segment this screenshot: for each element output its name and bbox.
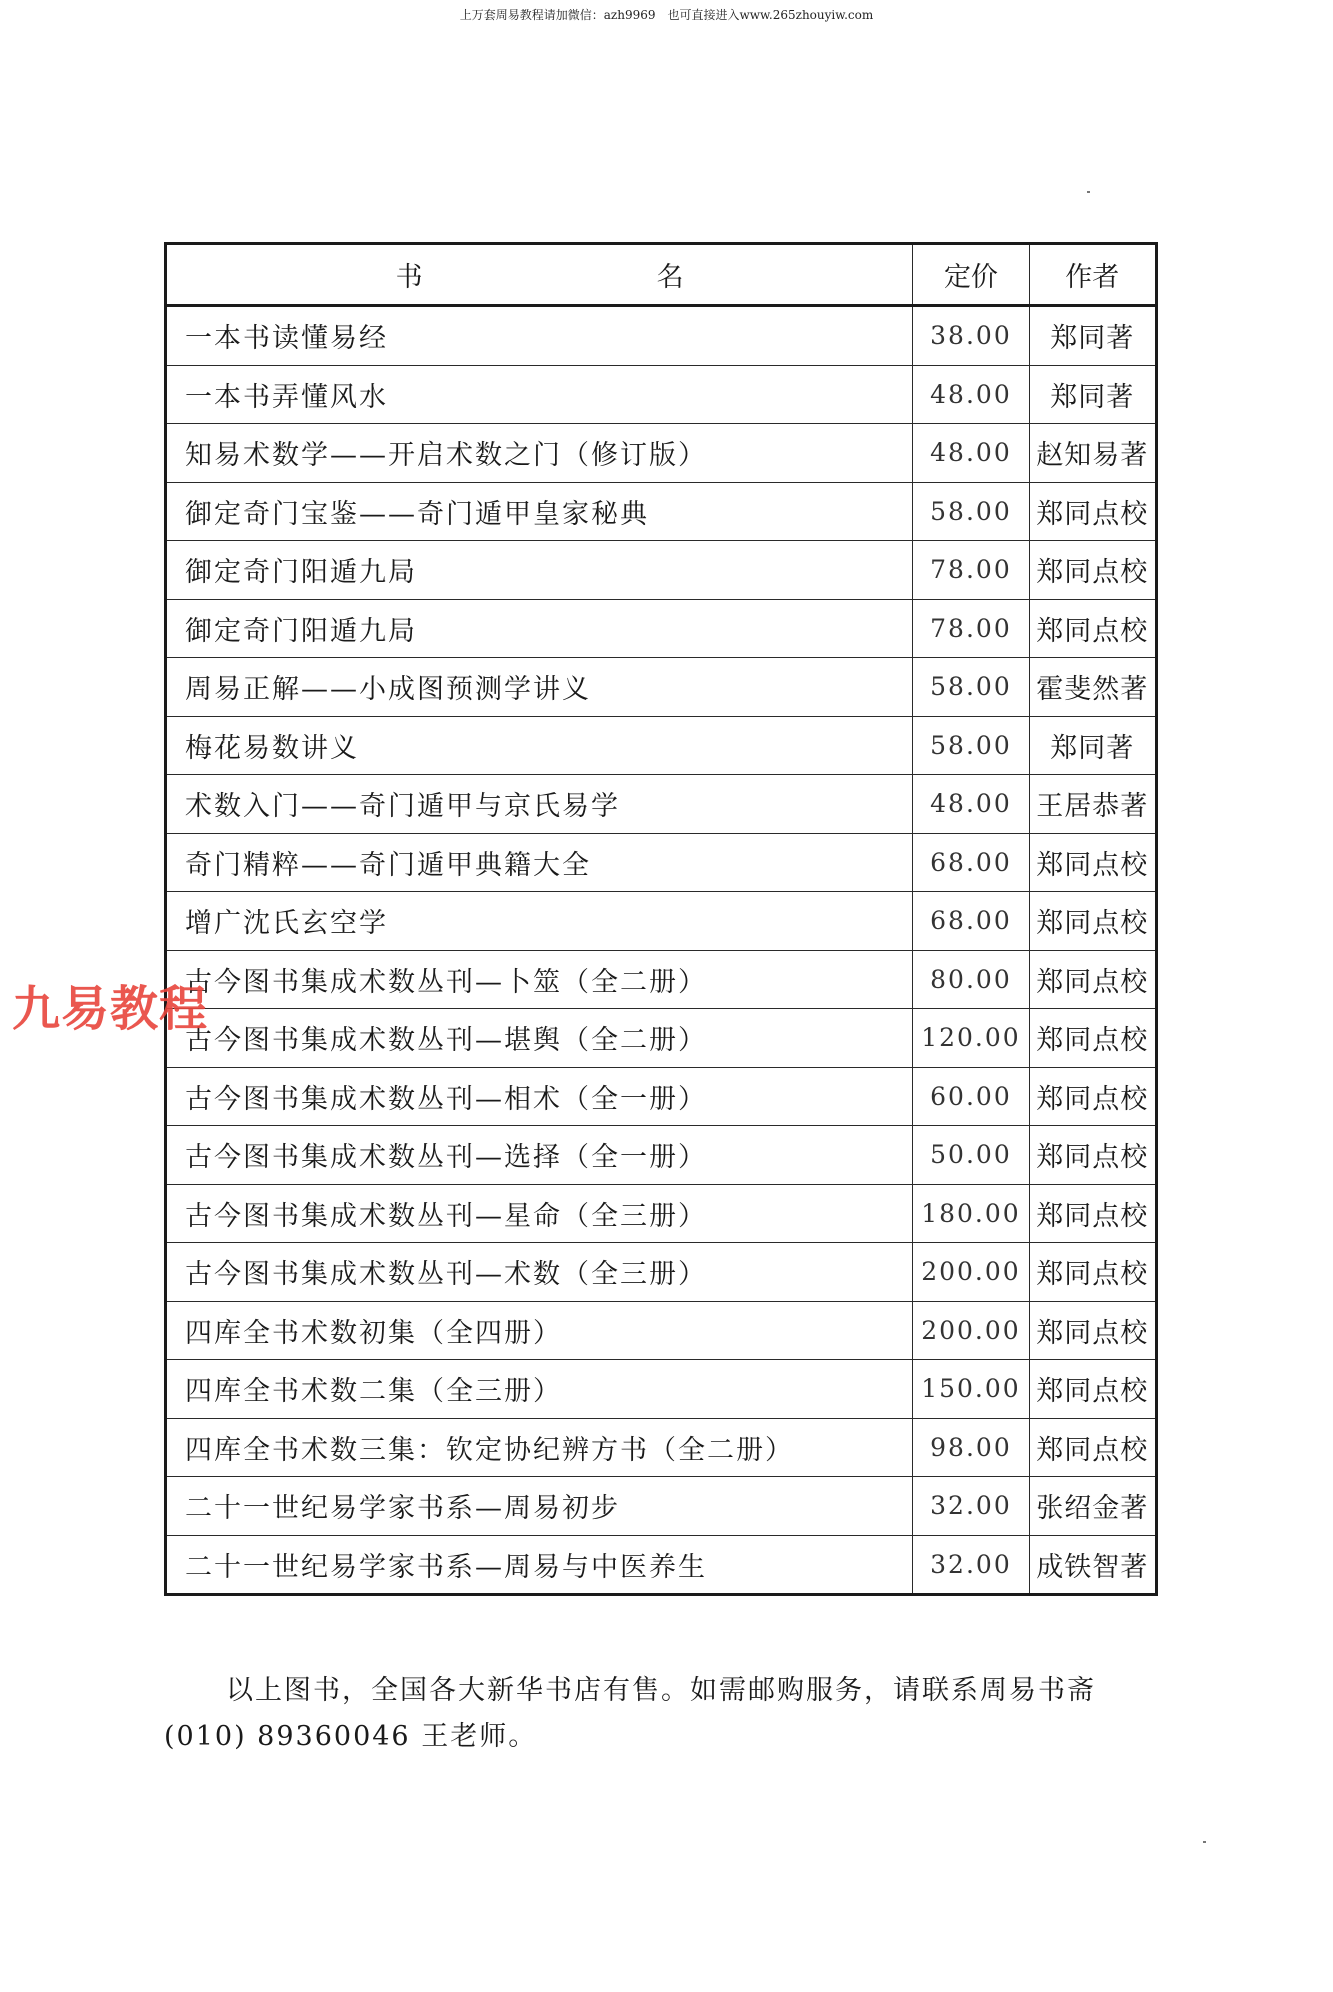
table-body xyxy=(166,306,1157,1595)
book-author-cell: 王居恭著 xyxy=(1029,775,1156,834)
footer-line-2: (010) 89360046 王老师。 xyxy=(164,1721,538,1752)
table-row xyxy=(166,1184,1157,1243)
book-title-cell: 古今图书集成术数丛刊—星命（全三册） xyxy=(166,1184,913,1243)
book-title-cell: 古今图书集成术数丛刊—堪舆（全二册） xyxy=(166,1009,913,1068)
book-author-cell: 郑同点校 xyxy=(1029,833,1156,892)
book-price-cell: 150.00 xyxy=(913,1360,1029,1419)
book-price-cell: 48.00 xyxy=(913,775,1029,834)
book-author-cell: 郑同点校 xyxy=(1029,950,1156,1009)
book-author-cell: 张绍金著 xyxy=(1029,1477,1156,1536)
book-price-cell: 78.00 xyxy=(913,599,1029,658)
book-author-cell: 郑同点校 xyxy=(1029,1184,1156,1243)
book-title-cell: 四库全书术数初集（全四册） xyxy=(166,1301,913,1360)
book-title-cell: 御定奇门宝鉴——奇门遁甲皇家秘典 xyxy=(166,482,913,541)
book-price-cell: 32.00 xyxy=(913,1535,1029,1595)
book-price-cell: 50.00 xyxy=(913,1126,1029,1185)
table-row xyxy=(166,775,1157,834)
book-price-cell: 120.00 xyxy=(913,1009,1029,1068)
book-price-cell: 48.00 xyxy=(913,365,1029,424)
watermark-logo: 九易教程 xyxy=(12,981,209,1037)
book-author-cell: 郑同著 xyxy=(1029,716,1156,775)
book-author-cell: 郑同著 xyxy=(1029,306,1156,366)
scan-speck xyxy=(1087,191,1090,193)
book-author-cell: 郑同点校 xyxy=(1029,892,1156,951)
table-row xyxy=(166,658,1157,717)
book-price-cell: 98.00 xyxy=(913,1418,1029,1477)
header-title: 书 名 xyxy=(166,244,913,306)
book-title-cell: 梅花易数讲义 xyxy=(166,716,913,775)
book-title-cell: 知易术数学——开启术数之门（修订版） xyxy=(166,424,913,483)
book-title-cell: 古今图书集成术数丛刊—选择（全一册） xyxy=(166,1126,913,1185)
book-price-cell: 80.00 xyxy=(913,950,1029,1009)
book-title-cell: 古今图书集成术数丛刊—相术（全一册） xyxy=(166,1067,913,1126)
table-row xyxy=(166,365,1157,424)
book-author-cell: 郑同著 xyxy=(1029,365,1156,424)
table-row xyxy=(166,1360,1157,1419)
footer-note xyxy=(164,1668,1164,1760)
book-author-cell: 郑同点校 xyxy=(1029,1360,1156,1419)
book-price-cell: 78.00 xyxy=(913,541,1029,600)
table-row xyxy=(166,1009,1157,1068)
book-author-cell: 郑同点校 xyxy=(1029,1126,1156,1185)
book-price-cell: 58.00 xyxy=(913,716,1029,775)
book-author-cell: 赵知易著 xyxy=(1029,424,1156,483)
book-author-cell: 郑同点校 xyxy=(1029,1301,1156,1360)
book-table xyxy=(164,242,1158,1596)
book-price-cell: 48.00 xyxy=(913,424,1029,483)
table-row xyxy=(166,1477,1157,1536)
book-title-cell: 一本书读懂易经 xyxy=(166,306,913,366)
book-price-cell: 58.00 xyxy=(913,482,1029,541)
header-note: 上万套周易教程请加微信：azh9969 也可直接进入www.265zhouyiw.com xyxy=(459,8,874,22)
table-row xyxy=(166,1301,1157,1360)
book-author-cell: 霍斐然著 xyxy=(1029,658,1156,717)
table-header-row xyxy=(166,244,1157,306)
book-title-cell: 奇门精粹——奇门遁甲典籍大全 xyxy=(166,833,913,892)
scan-speck xyxy=(1203,1841,1206,1843)
table-row xyxy=(166,599,1157,658)
table-row xyxy=(166,482,1157,541)
book-author-cell: 郑同点校 xyxy=(1029,599,1156,658)
header-price: 定价 xyxy=(913,244,1029,306)
table-row xyxy=(166,1126,1157,1185)
book-author-cell: 郑同点校 xyxy=(1029,1243,1156,1302)
book-title-cell: 增广沈氏玄空学 xyxy=(166,892,913,951)
book-price-cell: 68.00 xyxy=(913,833,1029,892)
book-price-cell: 58.00 xyxy=(913,658,1029,717)
book-title-cell: 御定奇门阳遁九局 xyxy=(166,541,913,600)
book-title-cell: 御定奇门阳遁九局 xyxy=(166,599,913,658)
book-title-cell: 古今图书集成术数丛刊—术数（全三册） xyxy=(166,1243,913,1302)
book-price-cell: 200.00 xyxy=(913,1243,1029,1302)
book-author-cell: 郑同点校 xyxy=(1029,541,1156,600)
book-price-cell: 38.00 xyxy=(913,306,1029,366)
book-title-cell: 二十一世纪易学家书系—周易与中医养生 xyxy=(166,1535,913,1595)
table-row xyxy=(166,1243,1157,1302)
book-title-cell: 二十一世纪易学家书系—周易初步 xyxy=(166,1477,913,1536)
table-row xyxy=(166,892,1157,951)
book-price-cell: 180.00 xyxy=(913,1184,1029,1243)
table-row xyxy=(166,716,1157,775)
book-price-cell: 200.00 xyxy=(913,1301,1029,1360)
header-author: 作者 xyxy=(1029,244,1156,306)
table-row xyxy=(166,424,1157,483)
book-author-cell: 郑同点校 xyxy=(1029,482,1156,541)
book-price-cell: 68.00 xyxy=(913,892,1029,951)
table-row xyxy=(166,306,1157,366)
book-author-cell: 郑同点校 xyxy=(1029,1009,1156,1068)
book-author-cell: 郑同点校 xyxy=(1029,1067,1156,1126)
table-row xyxy=(166,833,1157,892)
table-row xyxy=(166,1418,1157,1477)
book-price-cell: 32.00 xyxy=(913,1477,1029,1536)
book-title-cell: 术数入门——奇门遁甲与京氏易学 xyxy=(166,775,913,834)
book-title-cell: 四库全书术数二集（全三册） xyxy=(166,1360,913,1419)
table-row xyxy=(166,1067,1157,1126)
book-author-cell: 郑同点校 xyxy=(1029,1418,1156,1477)
book-title-cell: 四库全书术数三集：钦定协纪辨方书（全二册） xyxy=(166,1418,913,1477)
table-row xyxy=(166,541,1157,600)
book-title-cell: 古今图书集成术数丛刊—卜筮（全二册） xyxy=(166,950,913,1009)
footer-line-1: 以上图书，全国各大新华书店有售。如需邮购服务，请联系周易书斋 xyxy=(226,1675,1096,1706)
book-author-cell: 成铁智著 xyxy=(1029,1535,1156,1595)
table-row xyxy=(166,1535,1157,1595)
book-title-cell: 一本书弄懂风水 xyxy=(166,365,913,424)
book-title-cell: 周易正解——小成图预测学讲义 xyxy=(166,658,913,717)
book-price-cell: 60.00 xyxy=(913,1067,1029,1126)
table-row xyxy=(166,950,1157,1009)
